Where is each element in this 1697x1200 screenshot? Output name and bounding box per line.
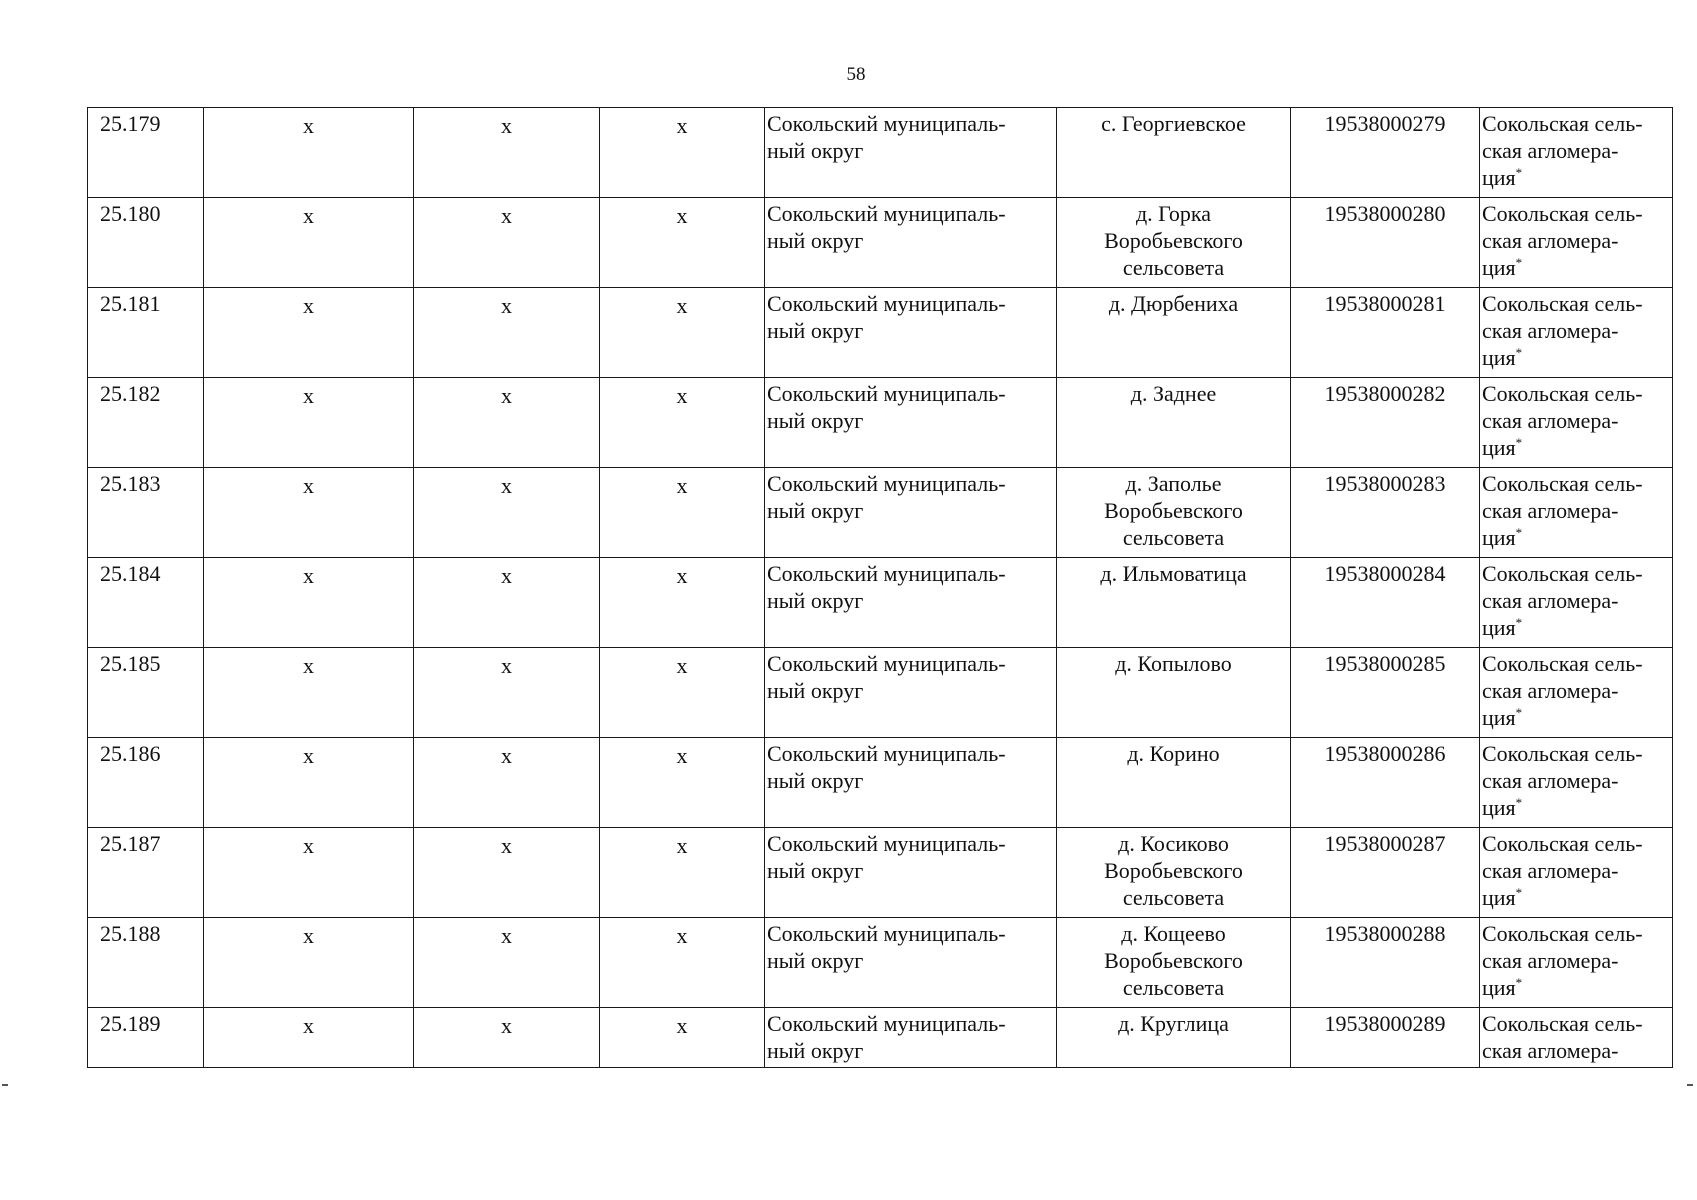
placeholder-mark: х — [676, 113, 688, 138]
settlement-cell — [1057, 198, 1291, 288]
agglomeration-name: Сокольская сель- ская агломера- — [1482, 1011, 1643, 1063]
placeholder-mark: х — [303, 1013, 314, 1038]
placeholder-mark: х — [303, 923, 314, 948]
settlement-cell — [1057, 558, 1291, 648]
placeholder-mark: х — [303, 293, 314, 318]
placeholder-cell — [600, 558, 765, 648]
table-row — [88, 738, 1673, 828]
settlement-name: д. Ильмоватица — [1100, 561, 1247, 586]
municipality-name: Сокольский муниципаль- ный округ — [767, 111, 1006, 163]
agglomeration-name: Сокольская сель- ская агломера- ция — [1482, 741, 1643, 820]
agglomeration-name: Сокольская сель- ская агломера- ция — [1482, 291, 1643, 370]
municipality-cell — [765, 648, 1057, 738]
agglomeration-cell — [1480, 918, 1673, 1008]
placeholder-cell — [414, 288, 600, 378]
settlement-cell — [1057, 918, 1291, 1008]
placeholder-mark: х — [676, 473, 688, 498]
row-number: 25.187 — [100, 831, 161, 856]
settlement-cell — [1057, 648, 1291, 738]
settlement-cell — [1057, 738, 1291, 828]
municipality-cell — [765, 738, 1057, 828]
municipality-name: Сокольский муниципаль- ный округ — [767, 201, 1006, 253]
settlement-name: д. Заднее — [1130, 381, 1217, 406]
placeholder-mark: х — [303, 743, 314, 768]
agglomeration-wrapper — [1482, 291, 1643, 370]
agglomeration-cell — [1480, 558, 1673, 648]
oktmo-code-cell — [1291, 558, 1480, 648]
settlement-name: д. Горка Воробьевского сельсовета — [1104, 201, 1243, 280]
municipality-name: Сокольский муниципаль- ный округ — [767, 381, 1006, 433]
row-number: 25.181 — [100, 291, 161, 316]
municipality-cell — [765, 1008, 1057, 1068]
footnote-asterisk: * — [1515, 975, 1523, 990]
placeholder-mark: х — [676, 293, 688, 318]
placeholder-mark: х — [501, 293, 512, 318]
row-number-cell — [88, 108, 204, 198]
placeholder-cell — [414, 918, 600, 1008]
municipality-cell — [765, 558, 1057, 648]
row-number: 25.186 — [100, 741, 161, 766]
oktmo-code: 19538000289 — [1324, 1011, 1446, 1036]
oktmo-code: 19538000286 — [1324, 741, 1446, 766]
placeholder-cell — [414, 468, 600, 558]
oktmo-code: 19538000282 — [1324, 381, 1446, 406]
placeholder-cell — [600, 648, 765, 738]
footnote-asterisk: * — [1515, 345, 1523, 360]
agglomeration-cell — [1480, 468, 1673, 558]
settlement-cell — [1057, 378, 1291, 468]
placeholder-mark: х — [303, 563, 314, 588]
municipality-cell — [765, 828, 1057, 918]
placeholder-mark: х — [303, 833, 314, 858]
row-number-cell — [88, 468, 204, 558]
placeholder-mark: х — [501, 743, 512, 768]
oktmo-code: 19538000284 — [1324, 561, 1446, 586]
placeholder-cell — [600, 108, 765, 198]
table-row — [88, 648, 1673, 738]
footnote-asterisk: * — [1515, 795, 1523, 810]
municipality-name: Сокольский муниципаль- ный округ — [767, 741, 1006, 793]
oktmo-code: 19538000287 — [1324, 831, 1446, 856]
row-number-cell — [88, 1008, 204, 1068]
placeholder-cell — [600, 1008, 765, 1068]
municipality-cell — [765, 468, 1057, 558]
placeholder-cell — [414, 828, 600, 918]
settlement-name: д. Копылово — [1115, 651, 1232, 676]
municipality-name: Сокольский муниципаль- ный округ — [767, 831, 1006, 883]
agglomeration-name: Сокольская сель- ская агломера- ция — [1482, 471, 1643, 550]
agglomeration-wrapper — [1482, 651, 1643, 730]
footnote-asterisk: * — [1515, 435, 1523, 450]
footnote-asterisk: * — [1515, 615, 1523, 630]
placeholder-mark: х — [501, 923, 512, 948]
registry-table-body — [88, 108, 1673, 1068]
placeholder-cell — [204, 468, 414, 558]
row-number: 25.188 — [100, 921, 161, 946]
agglomeration-name: Сокольская сель- ская агломера- ция — [1482, 831, 1643, 910]
row-number: 25.182 — [100, 381, 161, 406]
agglomeration-wrapper — [1482, 741, 1643, 820]
agglomeration-cell — [1480, 108, 1673, 198]
oktmo-code-cell — [1291, 738, 1480, 828]
oktmo-code: 19538000283 — [1324, 471, 1446, 496]
placeholder-cell — [204, 918, 414, 1008]
oktmo-code-cell — [1291, 108, 1480, 198]
table-row — [88, 198, 1673, 288]
municipality-cell — [765, 918, 1057, 1008]
placeholder-mark: х — [303, 653, 314, 678]
placeholder-mark: х — [501, 1013, 512, 1038]
oktmo-code-cell — [1291, 918, 1480, 1008]
row-number-cell — [88, 828, 204, 918]
footnote-asterisk: * — [1515, 525, 1523, 540]
placeholder-mark: х — [501, 113, 512, 138]
agglomeration-wrapper — [1482, 831, 1643, 910]
row-number: 25.180 — [100, 201, 161, 226]
row-number-cell — [88, 198, 204, 288]
settlement-name: д. Круглица — [1118, 1011, 1229, 1036]
municipality-cell — [765, 378, 1057, 468]
agglomeration-cell — [1480, 378, 1673, 468]
placeholder-cell — [204, 378, 414, 468]
settlement-name: д. Дюрбениха — [1108, 291, 1239, 316]
placeholder-mark: х — [676, 563, 688, 588]
footnote-asterisk: * — [1515, 255, 1523, 270]
row-number-cell — [88, 648, 204, 738]
agglomeration-wrapper — [1482, 1011, 1643, 1063]
settlement-cell — [1057, 828, 1291, 918]
municipality-cell — [765, 108, 1057, 198]
placeholder-mark: х — [501, 653, 512, 678]
agglomeration-wrapper — [1482, 111, 1643, 190]
placeholder-cell — [600, 378, 765, 468]
row-number-cell — [88, 738, 204, 828]
placeholder-cell — [414, 108, 600, 198]
municipality-name: Сокольский муниципаль- ный округ — [767, 291, 1006, 343]
placeholder-cell — [414, 648, 600, 738]
placeholder-mark: х — [303, 203, 314, 228]
placeholder-mark: х — [501, 383, 512, 408]
agglomeration-wrapper — [1482, 921, 1643, 1000]
placeholder-mark: х — [676, 383, 688, 408]
municipality-cell — [765, 198, 1057, 288]
placeholder-cell — [204, 108, 414, 198]
agglomeration-name: Сокольская сель- ская агломера- ция — [1482, 921, 1643, 1000]
row-number-cell — [88, 288, 204, 378]
placeholder-cell — [414, 1008, 600, 1068]
settlement-cell — [1057, 288, 1291, 378]
settlement-cell — [1057, 468, 1291, 558]
oktmo-code-cell — [1291, 648, 1480, 738]
footnote-asterisk: * — [1515, 705, 1523, 720]
placeholder-mark: х — [303, 383, 314, 408]
placeholder-mark: х — [303, 473, 314, 498]
placeholder-mark: х — [676, 743, 688, 768]
placeholder-mark: х — [676, 833, 688, 858]
agglomeration-wrapper — [1482, 561, 1643, 640]
placeholder-cell — [204, 828, 414, 918]
table-row — [88, 288, 1673, 378]
row-number: 25.179 — [100, 111, 161, 136]
settlement-cell — [1057, 108, 1291, 198]
municipality-name: Сокольский муниципаль- ный округ — [767, 471, 1006, 523]
municipality-name: Сокольский муниципаль- ный округ — [767, 1011, 1006, 1063]
placeholder-cell — [600, 738, 765, 828]
scan-artifact — [2, 1084, 8, 1086]
oktmo-code: 19538000288 — [1324, 921, 1446, 946]
oktmo-code: 19538000279 — [1324, 111, 1446, 136]
placeholder-cell — [204, 198, 414, 288]
placeholder-mark: х — [676, 923, 688, 948]
agglomeration-name: Сокольская сель- ская агломера- ция — [1482, 651, 1643, 730]
oktmo-code-cell — [1291, 1008, 1480, 1068]
row-number-cell — [88, 558, 204, 648]
placeholder-cell — [414, 558, 600, 648]
row-number: 25.185 — [100, 651, 161, 676]
placeholder-cell — [414, 738, 600, 828]
agglomeration-cell — [1480, 198, 1673, 288]
row-number: 25.184 — [100, 561, 161, 586]
row-number: 25.189 — [100, 1011, 161, 1036]
placeholder-cell — [600, 468, 765, 558]
settlement-name: д. Косиково Воробьевского сельсовета — [1104, 831, 1243, 910]
placeholder-cell — [600, 288, 765, 378]
agglomeration-cell — [1480, 1008, 1673, 1068]
table-row — [88, 558, 1673, 648]
footnote-asterisk: * — [1515, 165, 1523, 180]
agglomeration-name: Сокольская сель- ская агломера- ция — [1482, 201, 1643, 280]
placeholder-cell — [204, 1008, 414, 1068]
agglomeration-name: Сокольская сель- ская агломера- ция — [1482, 111, 1643, 190]
placeholder-mark: х — [501, 563, 512, 588]
oktmo-code-cell — [1291, 198, 1480, 288]
municipality-cell — [765, 288, 1057, 378]
placeholder-cell — [414, 378, 600, 468]
agglomeration-name: Сокольская сель- ская агломера- ция — [1482, 381, 1643, 460]
placeholder-cell — [414, 198, 600, 288]
placeholder-mark: х — [676, 203, 688, 228]
placeholder-mark: х — [501, 833, 512, 858]
table-row — [88, 1008, 1673, 1068]
settlement-name: д. Заполье Воробьевского сельсовета — [1104, 471, 1243, 550]
placeholder-mark: х — [501, 473, 512, 498]
table-row — [88, 468, 1673, 558]
row-number-cell — [88, 378, 204, 468]
row-number-cell — [88, 918, 204, 1008]
row-number: 25.183 — [100, 471, 161, 496]
placeholder-cell — [600, 918, 765, 1008]
agglomeration-wrapper — [1482, 201, 1643, 280]
agglomeration-wrapper — [1482, 381, 1643, 460]
settlement-name: д. Корино — [1127, 741, 1220, 766]
municipality-name: Сокольский муниципаль- ный округ — [767, 921, 1006, 973]
page-number: 58 — [846, 64, 866, 85]
placeholder-cell — [600, 828, 765, 918]
agglomeration-name: Сокольская сель- ская агломера- ция — [1482, 561, 1643, 640]
placeholder-cell — [204, 648, 414, 738]
oktmo-code-cell — [1291, 378, 1480, 468]
placeholder-mark: х — [676, 1013, 688, 1038]
oktmo-code: 19538000280 — [1324, 201, 1446, 226]
settlement-cell — [1057, 1008, 1291, 1068]
municipality-name: Сокольский муниципаль- ный округ — [767, 561, 1006, 613]
agglomeration-cell — [1480, 648, 1673, 738]
table-row — [88, 108, 1673, 198]
agglomeration-cell — [1480, 828, 1673, 918]
registry-table — [87, 107, 1673, 1068]
placeholder-mark: х — [501, 203, 512, 228]
placeholder-cell — [204, 288, 414, 378]
oktmo-code-cell — [1291, 828, 1480, 918]
placeholder-cell — [204, 738, 414, 828]
municipality-name: Сокольский муниципаль- ный округ — [767, 651, 1006, 703]
oktmo-code: 19538000281 — [1324, 291, 1446, 316]
footnote-asterisk: * — [1515, 885, 1523, 900]
scan-artifact — [1687, 1084, 1693, 1086]
settlement-name: д. Кощеево Воробьевского сельсовета — [1104, 921, 1243, 1000]
agglomeration-wrapper — [1482, 471, 1643, 550]
placeholder-cell — [600, 198, 765, 288]
settlement-name: с. Георгиевское — [1101, 111, 1246, 136]
agglomeration-cell — [1480, 288, 1673, 378]
table-row — [88, 378, 1673, 468]
oktmo-code-cell — [1291, 288, 1480, 378]
agglomeration-cell — [1480, 738, 1673, 828]
table-row — [88, 918, 1673, 1008]
oktmo-code-cell — [1291, 468, 1480, 558]
placeholder-cell — [204, 558, 414, 648]
table-row — [88, 828, 1673, 918]
placeholder-mark: х — [676, 653, 688, 678]
placeholder-mark: х — [303, 113, 314, 138]
oktmo-code: 19538000285 — [1324, 651, 1446, 676]
